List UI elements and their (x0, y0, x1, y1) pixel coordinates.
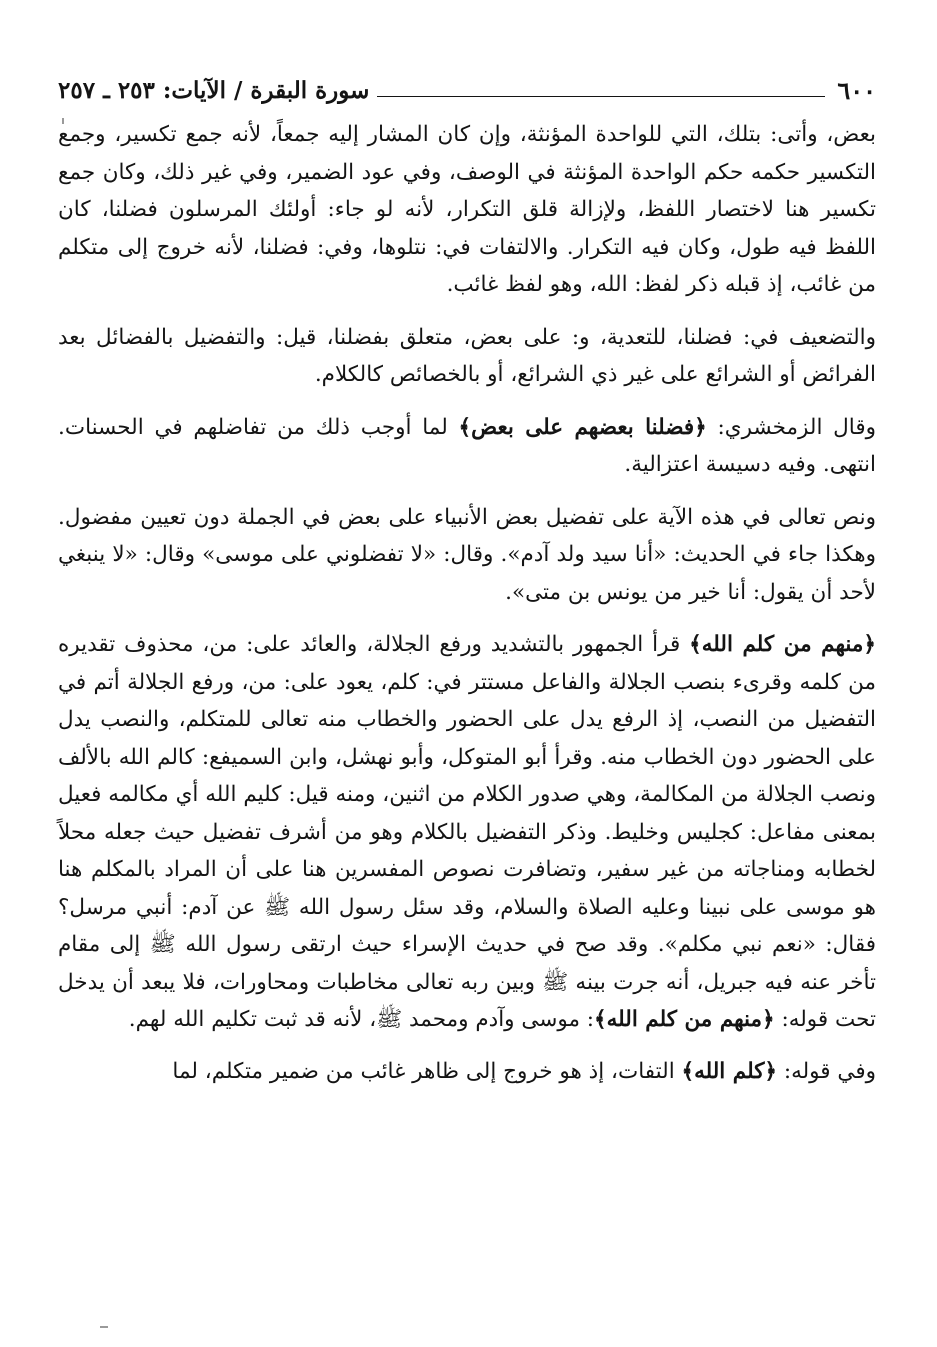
quran-quote: ﴿منهم من كلم الله﴾ (689, 632, 876, 657)
paragraph (58, 499, 876, 612)
header-rule (377, 96, 825, 97)
scan-mark (100, 1326, 108, 1328)
running-title: سورة البقرة / الآيات: ٢٥٣ ـ ٢٥٧ (58, 76, 370, 104)
paragraph (58, 319, 876, 394)
running-header (58, 70, 876, 110)
paragraph (58, 626, 876, 1039)
quran-quote: ﴿منهم من كلم الله﴾ (594, 1007, 775, 1032)
paragraph (58, 1053, 876, 1091)
paragraph-text: ونص تعالى في هذه الآية على تفضيل بعض الأنبياء على بعض في الجملة دون تعيين مفضول. وهكذا جاء في الحديث: «أنا سيد ولد آدم». وقال: «لا تفضلوني على موسى» وقال: «لا ينبغي لأحد أن يقول: أنا خير من يونس بن متى». (58, 504, 876, 605)
page-number: ٦٠٠ (837, 75, 876, 105)
paragraph-text: قرأ الجمهور بالتشديد ورفع الجلالة، والعائد على: من، محذوف تقديره من كلمه وقرىء بنصب الجلالة والفاعل مستتر في: كلم، يعود على: من، ورفع الجلالة أتم في التفضيل من النصب، إذ الرفع يدل على الحضور والخطاب منه تعالى للمتكلم، والنصب يدل على الحضور دون الخطاب منه. وقرأ أبو المتوكل، وأبو نهشل، وابن السميفع: كالم الله بالألف ونصب الجلالة من المكالمة، وهي صدور الكلام من اثنين، ومنه قيل: كليم الله أي مكالمه فعيل بمعنى مفاعل: كجليس وخليط. وذكر التفضيل بالكلام وهو من أشرف تفضيل حيث جعله محلاً لخطابه ومناجاته من غير سفير، وتضافرت نصوص المفسرين هنا على أن المراد بالمكلم هنا هو موسى على نبينا وعليه الصلاة والسلام، وقد سئل رسول الله ﷺ عن آدم: أنبي مرسل؟ فقال: «نعم نبي مكلم». وقد صح في حديث الإسراء حيث ارتقى رسول الله ﷺ إلى مقام تأخر عنه فيه جبريل، أنه جرت بينه ﷺ وبين ربه تعالى مخاطبات ومحاورات، فلا يبعد أن يدخل تحت قوله: (58, 632, 877, 1032)
paragraph (58, 409, 876, 484)
paragraph (58, 116, 876, 304)
paragraph-text: والتضعيف في: فضلنا، للتعدية، و: على بعض، متعلق بفضلنا، قيل: والتفضيل بالفضائل بعد الفرائض أو الشرائع على غير ذي الشرائع، أو بالخصائص كالكلام. (58, 324, 876, 387)
body-text (58, 116, 876, 1090)
quran-quote: ﴿كلم الله﴾ (681, 1058, 778, 1084)
paragraph-text: : موسى وآدم ومحمد ﷺ، لأنه قد ثبت تكليم الله لهم. (128, 1007, 595, 1032)
paragraph-text: وفي قوله: (777, 1058, 876, 1084)
quran-quote: ﴿فضلنا بعضهم على بعض﴾ (458, 414, 707, 440)
book-page (58, 70, 876, 1105)
paragraph-text: وقال الزمخشري: (706, 414, 876, 440)
paragraph-text: لما أوجب ذلك من تفاضلهم في الحسنات. انتهى. وفيه دسيسة اعتزالية. (58, 414, 876, 477)
paragraph-text: بعض، وأتى: بتلك، التي للواحدة المؤنثة، وإن كان المشار إليه جمعاً، لأنه جمع تكسير، وجمع التكسير حكمه حكم الواحدة المؤنثة في الوصف، وفي عود الضمير، وفي غير ذلك، وكان جمع تكسير هنا لاختصار اللفظ، ولإزالة قلق التكرار، لأنه لو جاء: أولئك المرسلون فضلنا، كان اللفظ فيه طول، وكان فيه التكرار. والالتفات في: نتلوها، وفي: فضلنا، لأنه خروج إلى متكلم من غائب، إذ قبله ذكر لفظ: الله، وهو لفظ غائب. (58, 122, 876, 297)
paragraph-text: التفات، إذ هو خروج إلى ظاهر غائب من ضمير متكلم، لما (172, 1058, 682, 1084)
